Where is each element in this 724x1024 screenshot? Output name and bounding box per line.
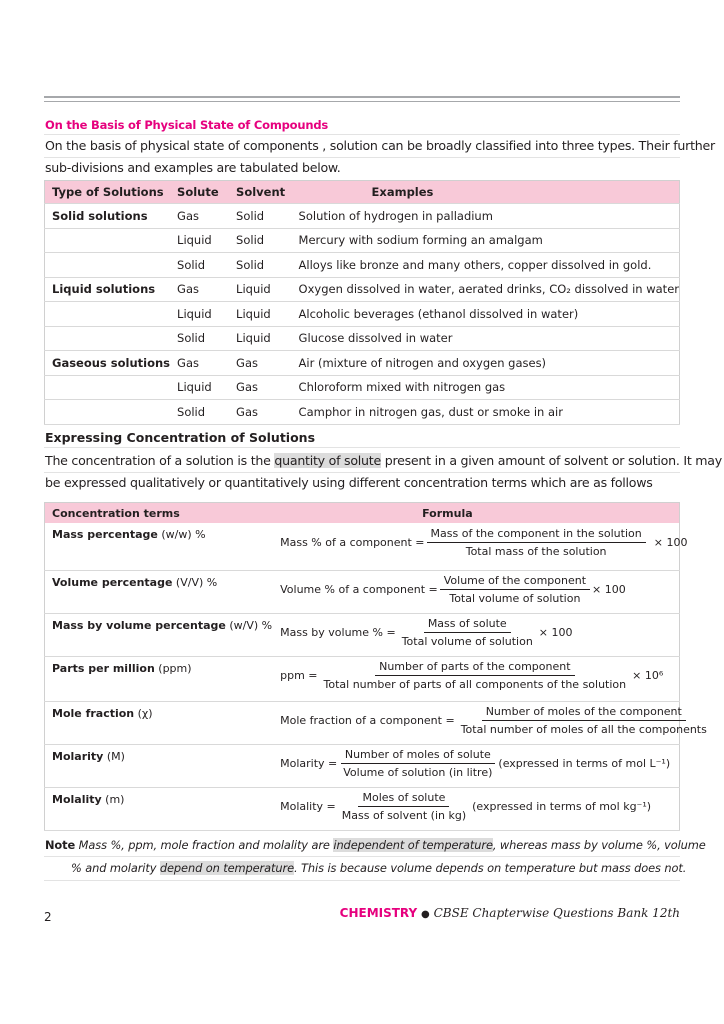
term-cell	[45, 613, 273, 656]
note-line	[71, 861, 686, 875]
term-name: Mole fraction	[52, 706, 135, 720]
table-row	[45, 228, 680, 253]
cell-solvent: Solid	[229, 253, 292, 278]
text-span: present in a given amount of solvent or solution. It may	[380, 453, 722, 468]
page-number: 2	[44, 910, 52, 924]
formula-mole-fraction	[280, 705, 713, 736]
text-span: , whereas mass by volume %, volume	[492, 838, 706, 852]
denominator: Total volume of solution	[401, 634, 533, 648]
term-unit: (w/V) %	[225, 618, 273, 632]
cell-type	[45, 326, 171, 351]
formula-molarity	[280, 748, 670, 779]
formula-mass-percentage	[280, 527, 687, 558]
cell-example: Alcoholic beverages (ethanol dissolved in water)	[292, 302, 680, 327]
text-span: % and molarity	[71, 861, 160, 875]
cell-type	[45, 302, 171, 327]
table-row	[45, 613, 680, 656]
paragraph-line: On the basis of physical state of components , solution can be broadly classified into three types. Their further	[45, 138, 715, 153]
term-unit: (w/w) %	[157, 528, 206, 541]
term-name: Molarity	[52, 749, 104, 763]
formula-cell	[272, 656, 679, 701]
table-row	[45, 400, 680, 425]
term-cell	[45, 570, 273, 613]
text-span: Mass %, ppm, mole fraction and molality are	[75, 838, 334, 852]
formula-tail: (expressed in terms of mol L⁻¹)	[498, 756, 671, 770]
table-row	[45, 253, 680, 278]
term-name: Parts per million	[52, 661, 155, 675]
numerator: Number of moles of the component	[482, 705, 686, 721]
top-rule	[44, 96, 680, 98]
cell-example: Mercury with sodium forming an amalgam	[292, 228, 680, 253]
cell-solute: Liquid	[170, 228, 229, 253]
ruled-line	[44, 447, 680, 448]
text-span: . This is because volume depends on temperature but mass does not.	[294, 861, 687, 875]
table-row	[45, 523, 680, 570]
formula-cell	[272, 570, 679, 613]
cell-solute: Gas	[170, 351, 229, 376]
denominator: Volume of solution (in litre)	[343, 765, 493, 779]
cell-type: Gaseous solutions	[45, 351, 171, 376]
highlight-depend-on-temperature: depend on temperature	[159, 861, 294, 875]
formula-cell	[272, 523, 688, 570]
formula-lhs: Mole fraction of a component =	[280, 713, 455, 727]
formula-lhs: Molarity =	[280, 756, 338, 770]
cell-example: Oxygen dissolved in water, aerated drinks, CO₂ dissolved in water	[292, 277, 680, 302]
section-title: On the Basis of Physical State of Compounds	[45, 118, 328, 132]
term-name: Molality	[52, 792, 102, 806]
cell-solvent: Liquid	[229, 326, 292, 351]
highlight-quantity-of-solute: quantity of solute	[274, 453, 381, 468]
term-unit: (ppm)	[154, 661, 192, 675]
cell-example: Camphor in nitrogen gas, dust or smoke in air	[292, 400, 680, 425]
cell-type: Solid solutions	[45, 204, 171, 229]
table-row	[45, 326, 680, 351]
term-name: Mass percentage	[52, 528, 158, 541]
formula-lhs: Mass % of a component =	[280, 536, 425, 549]
fraction	[440, 574, 590, 605]
ruled-line	[44, 880, 680, 881]
formula-molality	[280, 791, 651, 822]
concentration-table	[44, 502, 707, 831]
term-cell	[45, 701, 273, 744]
cell-example: Solution of hydrogen in palladium	[292, 204, 680, 229]
table-row	[45, 744, 680, 787]
top-rule-thin	[44, 101, 680, 102]
cell-solvent: Gas	[229, 400, 292, 425]
numerator: Mass of solute	[424, 617, 511, 633]
ruled-line	[44, 157, 680, 158]
ruled-line	[44, 472, 680, 473]
highlight-independent-of-temperature: independent of temperature	[333, 838, 493, 852]
cell-solvent: Solid	[229, 228, 292, 253]
formula-lhs: Volume % of a component =	[280, 582, 438, 596]
note-label: Note	[45, 838, 76, 852]
cell-solute: Gas	[170, 277, 229, 302]
book-title: CBSE Chapterwise Questions Bank 12th	[433, 906, 680, 920]
col-header-terms: Concentration terms	[45, 503, 273, 524]
fraction	[427, 527, 646, 558]
cell-solvent: Gas	[229, 375, 292, 400]
fraction	[398, 617, 537, 648]
cell-solvent: Liquid	[229, 302, 292, 327]
table-row	[45, 787, 680, 830]
term-unit: (m)	[101, 792, 125, 806]
table-row	[45, 351, 680, 376]
denominator: Mass of solvent (in kg)	[341, 808, 467, 822]
table-row	[45, 302, 680, 327]
cell-example: Alloys like bronze and many others, copper dissolved in gold.	[292, 253, 680, 278]
formula-cell	[272, 701, 707, 744]
formula-volume-percentage	[280, 574, 626, 605]
cell-example: Glucose dissolved in water	[292, 326, 680, 351]
numerator: Number of parts of the component	[375, 660, 574, 676]
cell-solute: Gas	[170, 204, 229, 229]
cell-type	[45, 253, 171, 278]
term-cell	[45, 523, 273, 570]
formula-ppm	[280, 660, 663, 691]
col-header-examples: Examples	[292, 181, 680, 204]
cell-example: Air (mixture of nitrogen and oxygen gases)	[292, 351, 680, 376]
concentration-heading: Expressing Concentration of Solutions	[45, 430, 316, 445]
formula-mass-by-volume	[280, 617, 572, 648]
formula-lhs: Mass by volume % =	[280, 625, 396, 639]
table-header-row	[45, 181, 680, 204]
formula-lhs: ppm =	[280, 668, 318, 682]
paragraph-line: sub-divisions and examples are tabulated below.	[45, 160, 341, 175]
term-cell	[45, 787, 273, 830]
col-header-formula: Formula	[272, 503, 679, 524]
ruled-line	[44, 856, 680, 857]
bullet-icon: ●	[421, 909, 430, 920]
formula-tail: (expressed in terms of mol kg⁻¹)	[472, 799, 652, 813]
denominator: Total number of parts of all components of the solution	[323, 677, 627, 691]
cell-solvent: Solid	[229, 204, 292, 229]
cell-type	[45, 228, 171, 253]
cell-solvent: Gas	[229, 351, 292, 376]
denominator: Total mass of the solution	[465, 545, 607, 558]
table-row	[45, 570, 680, 613]
term-name: Mass by volume percentage	[52, 618, 226, 632]
denominator: Total number of moles of all the components	[460, 722, 707, 736]
table-header-row	[45, 503, 680, 524]
table-row	[45, 701, 680, 744]
col-header-type: Type of Solutions	[45, 181, 171, 204]
formula-tail: × 100	[653, 536, 688, 549]
numerator: Number of moles of solute	[341, 748, 495, 764]
formula-cell	[272, 613, 679, 656]
col-header-solute: Solute	[170, 181, 229, 204]
formula-lhs: Molality =	[280, 799, 336, 813]
cell-solvent: Liquid	[229, 277, 292, 302]
note-line	[45, 838, 706, 852]
formula-tail: × 100	[592, 582, 626, 596]
term-unit: (M)	[103, 749, 125, 763]
cell-type: Liquid solutions	[45, 277, 171, 302]
formula-tail: × 10⁶	[632, 668, 664, 682]
formula-cell	[272, 744, 679, 787]
subject-label: CHEMISTRY	[339, 906, 418, 920]
table-row	[45, 277, 680, 302]
term-cell	[45, 744, 273, 787]
text-span: The concentration of a solution is the	[45, 453, 275, 468]
fraction	[339, 748, 496, 779]
cell-solute: Solid	[170, 326, 229, 351]
denominator: Total volume of solution	[449, 591, 581, 605]
table-row	[45, 656, 680, 701]
cell-solute: Liquid	[170, 302, 229, 327]
formula-tail: × 100	[538, 625, 573, 639]
paragraph-line: be expressed qualitatively or quantitatively using different concentration terms which are as follows	[45, 475, 653, 490]
numerator: Mass of the component in the solution	[427, 527, 646, 543]
term-unit: (V/V) %	[172, 575, 218, 589]
table-row	[45, 375, 680, 400]
table-row	[45, 204, 680, 229]
formula-cell	[272, 787, 679, 830]
cell-type	[45, 400, 171, 425]
numerator: Moles of solute	[358, 791, 449, 807]
solutions-table	[44, 180, 680, 425]
term-unit: (χ)	[134, 706, 153, 720]
cell-type	[45, 375, 171, 400]
cell-example: Chloroform mixed with nitrogen gas	[292, 375, 680, 400]
numerator: Volume of the component	[440, 574, 590, 590]
term-cell	[45, 656, 273, 701]
term-name: Volume percentage	[52, 575, 173, 589]
fraction	[338, 791, 470, 822]
cell-solute: Liquid	[170, 375, 229, 400]
col-header-solvent: Solvent	[229, 181, 292, 204]
running-footer	[340, 906, 680, 920]
ruled-line	[44, 134, 680, 135]
cell-solute: Solid	[170, 400, 229, 425]
cell-solute: Solid	[170, 253, 229, 278]
fraction	[320, 660, 631, 691]
fraction	[457, 705, 711, 736]
paragraph-line	[45, 453, 722, 468]
